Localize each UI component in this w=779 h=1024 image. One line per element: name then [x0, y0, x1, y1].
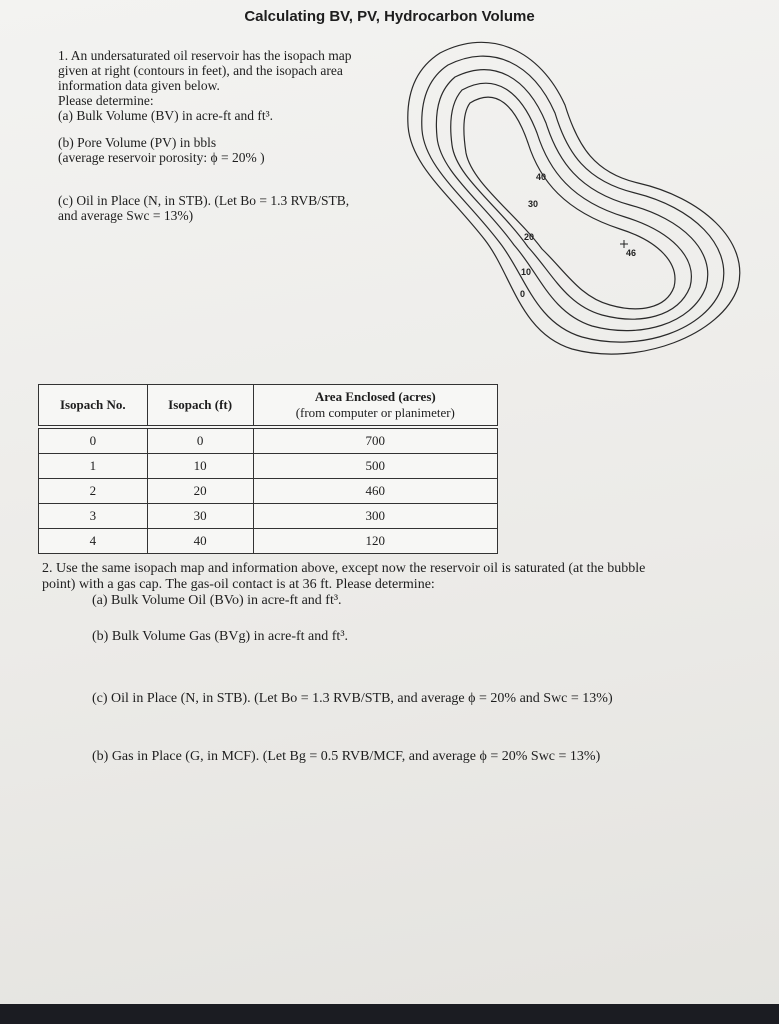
q2-part-c: (c) Oil in Place (N, in STB). (Let Bo = 1.3 RVB/STB, and average ϕ = 20% and Swc = 13%) [92, 691, 613, 706]
q2-intro-line-1: 2. Use the same isopach map and information above, except now the reservoir oil is saturated (at the bubble [42, 561, 646, 576]
photo-edge-bar [0, 1004, 779, 1024]
contour-0 [408, 42, 740, 354]
cell-isopach-no: 0 [39, 429, 148, 454]
q1-intro-line-1: 1. An undersaturated oil reservoir has the isopach map [58, 48, 352, 63]
table-row [39, 504, 498, 529]
table-row [39, 479, 498, 504]
table-row [39, 429, 498, 454]
q2-intro-line-2: point) with a gas cap. The gas-oil contact is at 36 ft. Please determine: [42, 577, 435, 592]
q1-part-b-line-1: (b) Pore Volume (PV) in bbls [58, 135, 217, 150]
cell-isopach-no: 2 [39, 479, 148, 504]
question-1 [58, 48, 408, 223]
cell-isopach-ft: 40 [147, 529, 253, 554]
q1-part-b-line-2: (average reservoir porosity: ϕ = 20% ) [58, 150, 265, 165]
cell-isopach-no: 1 [39, 454, 148, 479]
q1-intro-line-4: Please determine: [58, 93, 154, 108]
cell-isopach-ft: 10 [147, 454, 253, 479]
q1-intro-line-3: information data given below. [58, 78, 220, 93]
q2-part-a: (a) Bulk Volume Oil (BVo) in acre-ft and ft³. [92, 593, 342, 608]
contour-label-40: 40 [536, 172, 547, 182]
isopach-table [38, 384, 498, 554]
contour-label-20: 20 [524, 232, 535, 242]
cell-isopach-ft: 0 [147, 429, 253, 454]
contour-30 [451, 83, 692, 319]
cell-isopach-ft: 20 [147, 479, 253, 504]
peak-marker [620, 240, 628, 248]
page-title: Calculating BV, PV, Hydrocarbon Volume [244, 8, 535, 25]
cell-area: 500 [253, 454, 497, 479]
table-row [39, 529, 498, 554]
cell-area: 700 [253, 429, 497, 454]
q1-part-a: (a) Bulk Volume (BV) in acre-ft and ft³. [58, 108, 273, 123]
q1-part-c-line-2: and average Swc = 13%) [58, 208, 194, 223]
header-area-title: Area Enclosed (acres) [314, 389, 436, 404]
contour-label-0: 0 [520, 289, 526, 299]
contour-40 [464, 97, 675, 309]
cell-area: 300 [253, 504, 497, 529]
cell-isopach-no: 4 [39, 529, 148, 554]
q1-intro-line-2: given at right (contours in feet), and the isopach area [58, 63, 343, 78]
table-row [39, 454, 498, 479]
isopach-map [400, 35, 750, 355]
q2-part-b: (b) Bulk Volume Gas (BVg) in acre-ft and ft³. [92, 629, 349, 644]
header-area [253, 385, 497, 426]
contour-label-30: 30 [528, 199, 539, 209]
cell-area: 120 [253, 529, 497, 554]
peak-label: 46 [626, 248, 637, 258]
cell-isopach-no: 3 [39, 504, 148, 529]
header-isopach-ft: Isopach (ft) [147, 385, 253, 426]
q1-part-c-line-1: (c) Oil in Place (N, in STB). (Let Bo = 1.3 RVB/STB, [58, 193, 350, 208]
contour-20 [436, 70, 707, 331]
cell-area: 460 [253, 479, 497, 504]
header-isopach-no: Isopach No. [39, 385, 148, 426]
cell-isopach-ft: 30 [147, 504, 253, 529]
contour-label-10: 10 [521, 267, 532, 277]
question-2 [42, 561, 742, 765]
header-area-subtitle: (from computer or planimeter) [295, 405, 455, 420]
q2-part-d: (b) Gas in Place (G, in MCF). (Let Bg = 0.5 RVB/MCF, and average ϕ = 20% Swc = 13%) [92, 749, 601, 764]
